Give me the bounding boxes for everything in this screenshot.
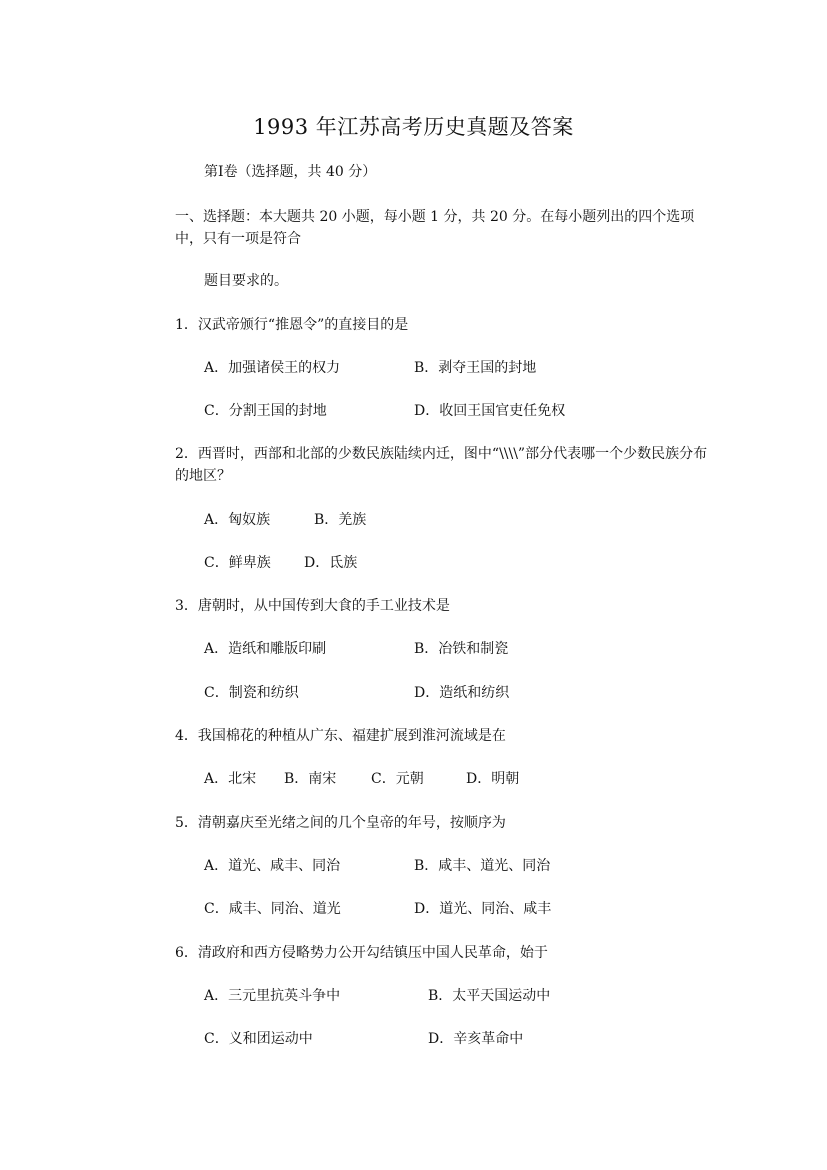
option-a: A．造纸和雕版印刷 — [204, 641, 327, 657]
question-stem: 5．清朝嘉庆至光绪之间的几个皇帝的年号，按顺序为 — [175, 815, 506, 831]
option-a: A．北宋 — [204, 771, 257, 787]
option-a: A．匈奴族 — [204, 512, 271, 528]
instruction-text-continued: 题目要求的。 — [204, 273, 288, 289]
option-b: B．太平天国运动中 — [428, 988, 551, 1004]
option-d: D．氐族 — [304, 555, 358, 571]
option-d: D．收回王国官吏任免权 — [414, 403, 566, 419]
option-d: D．造纸和纺织 — [414, 685, 510, 701]
page-title: 1993 年江苏高考历史真题及答案 — [253, 115, 574, 139]
option-a: A．加强诸侯王的权力 — [204, 360, 341, 376]
option-a: A．三元里抗英斗争中 — [204, 988, 341, 1004]
option-d: D．辛亥革命中 — [428, 1031, 524, 1047]
option-c: C．元朝 — [371, 771, 424, 787]
option-c: C．制瓷和纺织 — [204, 685, 299, 701]
option-d: D．明朝 — [466, 771, 520, 787]
option-a: A．道光、咸丰、同治 — [204, 858, 341, 874]
option-b: B．冶铁和制瓷 — [414, 641, 509, 657]
question-stem: 3．唐朝时，从中国传到大食的手工业技术是 — [175, 598, 450, 614]
option-c: C．义和团运动中 — [204, 1031, 313, 1047]
option-b: B．南宋 — [284, 771, 337, 787]
question-stem: 2．西晋时，西部和北部的少数民族陆续内迁，图中“\\\\”部分代表哪一个少数民族分布的地区？ — [175, 446, 708, 484]
option-b: B．咸丰、道光、同治 — [414, 858, 551, 874]
question-stem: 1．汉武帝颁行“推恩令”的直接目的是 — [175, 317, 409, 333]
option-b: B．剥夺王国的封地 — [414, 360, 537, 376]
option-c: C．分割王国的封地 — [204, 403, 327, 419]
option-d: D．道光、同治、咸丰 — [414, 901, 552, 917]
option-c: C．鲜卑族 — [204, 555, 271, 571]
question-stem: 6．清政府和西方侵略势力公开勾结镇压中国人民革命，始于 — [175, 945, 548, 961]
section-heading: 第Ⅰ卷（选择题，共 40 分） — [204, 164, 377, 180]
option-b: B．羌族 — [314, 512, 367, 528]
instruction-text: 一、选择题：本大题共 20 小题，每小题 1 分，共 20 分。在每小题列出的四个选项中，只有一项是符合 — [175, 209, 695, 247]
question-stem: 4．我国棉花的种植从广东、福建扩展到淮河流域是在 — [175, 728, 506, 744]
option-c: C．咸丰、同治、道光 — [204, 901, 341, 917]
